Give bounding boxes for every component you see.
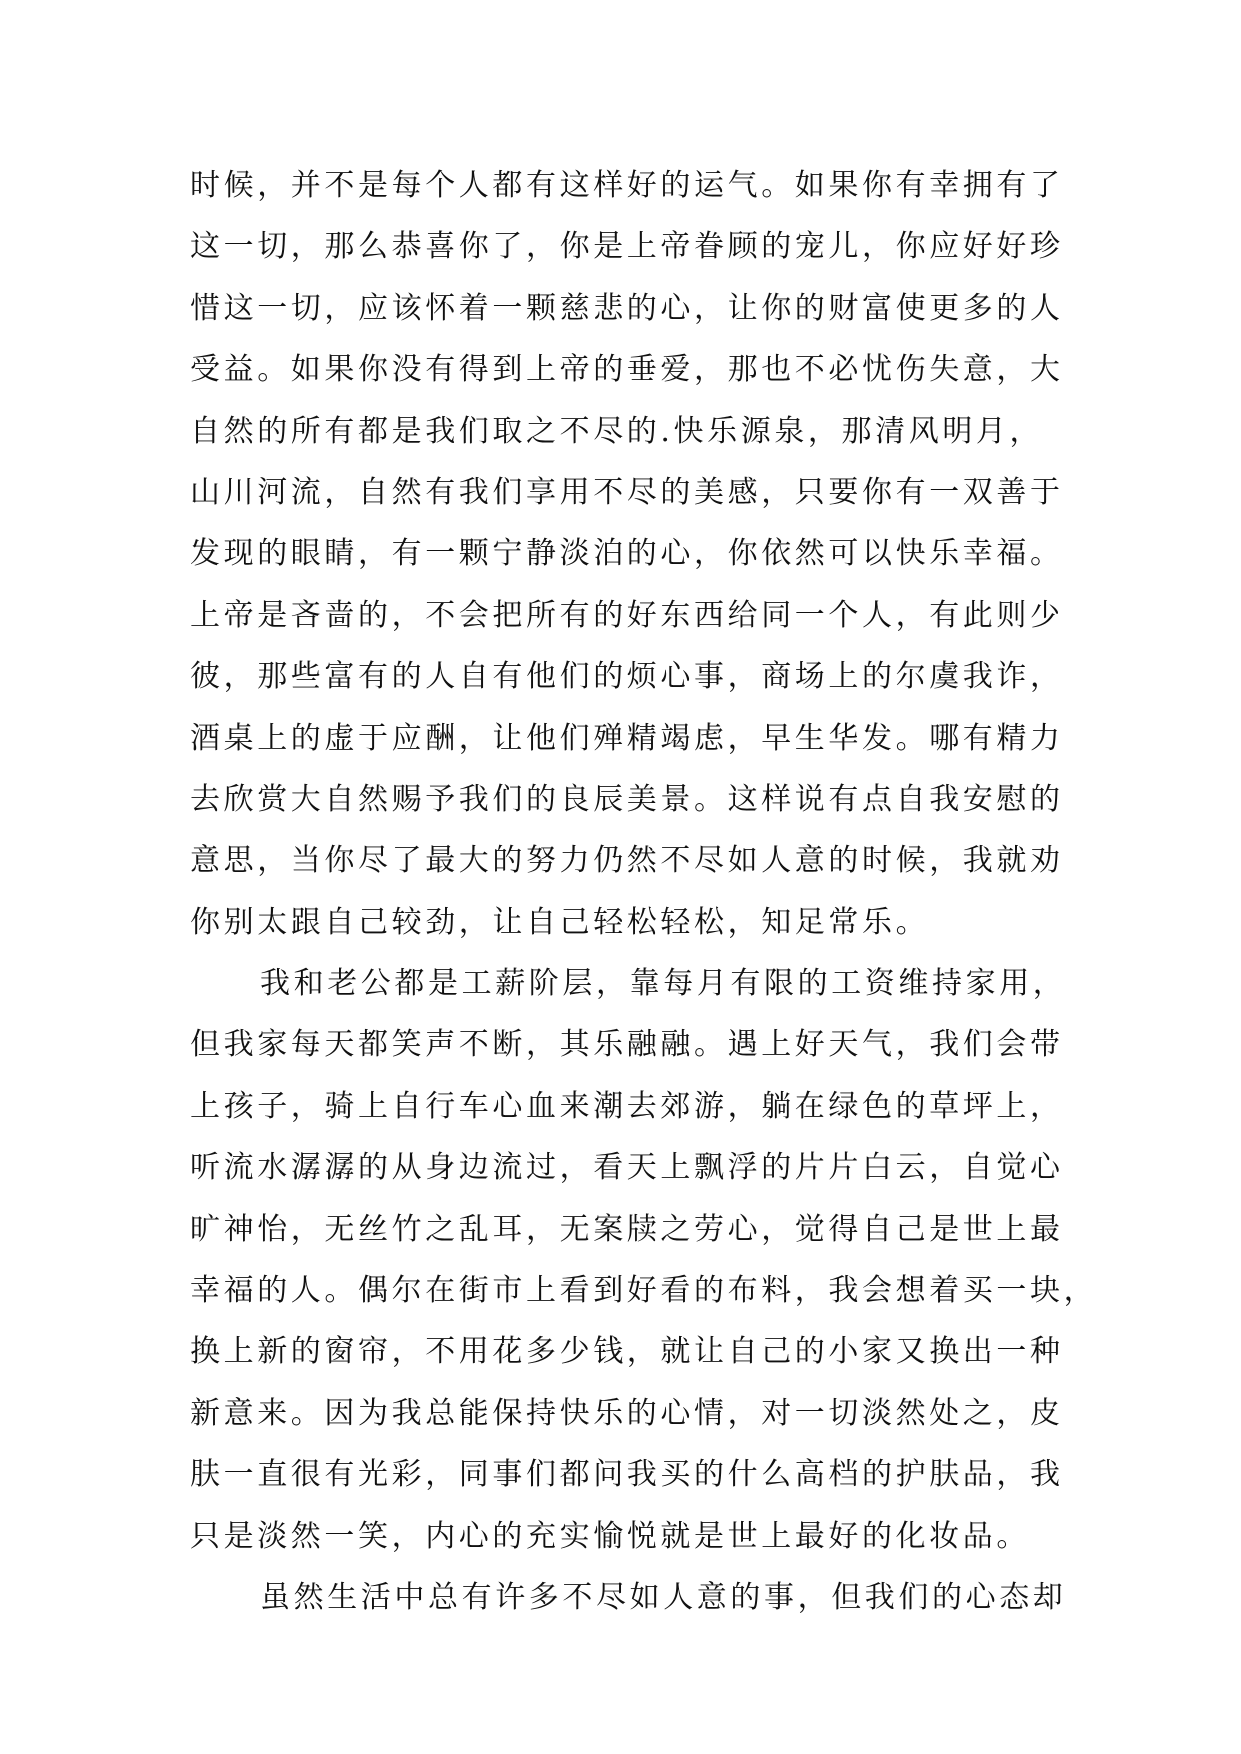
text-line: 我和老公都是工薪阶层，靠每月有限的工资维持家用，: [260, 966, 1067, 1002]
text-line: 酒桌上的虚于应酬，让他们殚精竭虑，早生华发。哪有精力: [190, 720, 1064, 756]
text-line: 你别太跟自己较劲，让自己轻松轻松，知足常乐。: [190, 904, 930, 940]
text-line: 时候，并不是每个人都有这样好的运气。如果你有幸拥有了: [190, 168, 1064, 203]
text-line: 幸福的人。偶尔在街市上看到好看的布料，我会想着买一块，: [190, 1273, 1098, 1309]
text-line: 发现的眼睛，有一颗宁静淡泊的心，你依然可以快乐幸福。: [190, 536, 1064, 572]
text-line: 受益。如果你没有得到上帝的垂爱，那也不必忧伤失意，大: [190, 352, 1064, 388]
text-line: 去欣赏大自然赐予我们的良辰美景。这样说有点自我安慰的: [190, 781, 1064, 817]
text-line: 意思，当你尽了最大的努力仍然不尽如人意的时候，我就劝: [190, 843, 1064, 879]
text-line: 彼，那些富有的人自有他们的烦心事，商场上的尔虞我诈，: [190, 659, 1064, 695]
text-line: 惜这一切，应该怀着一颗慈悲的心，让你的财富使更多的人: [190, 290, 1064, 326]
text-line: 新意来。因为我总能保持快乐的心情，对一切淡然处之，皮: [190, 1395, 1064, 1431]
text-line: 旷神怡，无丝竹之乱耳，无案牍之劳心，觉得自己是世上最: [190, 1211, 1064, 1247]
text-line: 上孩子，骑上自行车心血来潮去郊游，躺在绿色的草坪上，: [190, 1088, 1064, 1124]
text-line: 山川河流，自然有我们享用不尽的美感，只要你有一双善于: [190, 474, 1064, 510]
body-text: [190, 155, 1098, 1628]
text-line: 换上新的窗帘，不用花多少钱，就让自己的小家又换出一种: [190, 1334, 1064, 1370]
text-line: 这一切，那么恭喜你了，你是上帝眷顾的宠儿，你应好好珍: [190, 229, 1064, 265]
text-line: 但我家每天都笑声不断，其乐融融。遇上好天气，我们会带: [190, 1027, 1064, 1063]
text-line: 听流水潺潺的从身边流过，看天上飘浮的片片白云，自觉心: [190, 1150, 1064, 1186]
text-line: 上帝是吝啬的，不会把所有的好东西给同一个人，有此则少: [190, 597, 1064, 633]
text-line: 虽然生活中总有许多不尽如人意的事，但我们的心态却: [260, 1579, 1067, 1615]
text-line: 肤一直很有光彩，同事们都问我买的什么高档的护肤品，我: [190, 1457, 1064, 1493]
text-line: 只是淡然一笑，内心的充实愉悦就是世上最好的化妆品。: [190, 1518, 1030, 1554]
text-line: 自然的所有都是我们取之不尽的.快乐源泉，那清风明月，: [190, 413, 1044, 449]
